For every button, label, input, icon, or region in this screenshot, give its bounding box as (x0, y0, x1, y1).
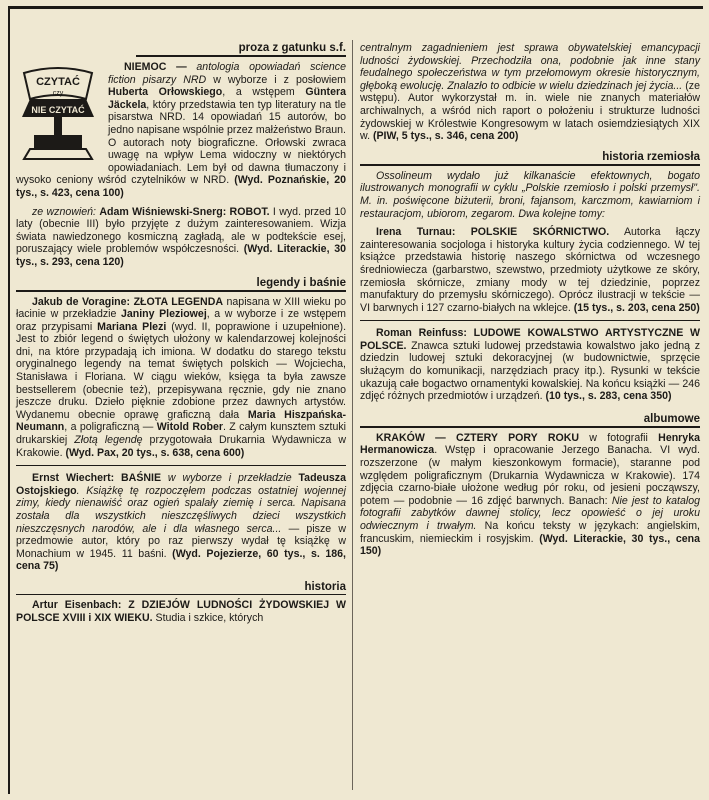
entry-editor: Mariana Plezi (97, 320, 167, 333)
book-entry-krakow (360, 432, 700, 558)
entry-title: : ZŁOTA LEGENDA (126, 295, 224, 308)
entry-author: Jakub de Voragine (32, 295, 127, 308)
entry-italic: . Książkę tę rozpoczęłem podczas ostatniej wojennej zimy, kiedy nienawiść oraz ogień spalały ziemię i serca. Napisana została dla wszystkich nieszczęśliwych dzieci wszystkich nieszczęsnych narodów, ale i dla własnego serca... (16, 484, 346, 535)
book-entry-kowalstwo (360, 327, 700, 403)
entry-title: : POLSKIE SKÓRNICTWO. (451, 226, 610, 239)
entry-photographer: Henryka Hermanowicza (360, 431, 700, 457)
entry-text: , a poligraficzną — (64, 421, 157, 434)
entry-author: Irena Turnau (376, 226, 452, 239)
entry-text: w fotografii (579, 431, 659, 444)
entry-author: Artur Eisenbach (32, 598, 118, 611)
book-entry-eisenbach (16, 599, 346, 624)
book-entry-eisenbach-cont (360, 42, 700, 143)
entry-italic: antologia opowiadań science fiction pisarzy NRD (108, 61, 346, 86)
book-entry-robot (16, 206, 346, 269)
entry-title: KRAKÓW — CZTERY PORY ROKU (376, 431, 580, 444)
entry-author: Roman Reinfuss (376, 327, 464, 340)
entry-text: Autorka łączy zainteresowania socjologa i historyka kultury życia codziennego. W tej książce przedstawia historię naszego skórnictwa od wczesnego średniowiecza (garbarstwo, szewstwo, przedmioty użytkowe ze skóry, rzemiosła skórnicze, zmiany mody w tej dziedzinie, poprzez manufaktury do przemysłu skórniczego). Oprócz ilustracji w tekście — VI barwnych i 127 czarno-białych na wklejce. (360, 226, 700, 314)
entry-author: Adam Wiśniewski-Snerg (99, 205, 223, 218)
entry-translator: Janiny Pleziowej (120, 308, 207, 321)
entry-publisher: (Wyd. Literackie, 30 tys., cena 150) (360, 532, 700, 558)
logo-text-2: czy (52, 90, 64, 97)
book-entry-zlota-legenda (16, 296, 346, 460)
entry-text: Studia i szkice, których (152, 611, 264, 624)
left-column (16, 40, 346, 630)
entry-publisher: (Wyd. Literackie, 30 tys., s. 293, cena 120) (16, 243, 346, 268)
entry-text: (wyd. II, poprawione i uzupełnione). Jest to zbiór legend o świętych ułożony w kalendarzowej kolejności dni, na które przypadają ich imiona. W dodatku do starego tekstu oryginalnego legendy na temat świętych polskich — Wojciecha, Stanisława i Floriana. W ciągu wieków, księga ta była zawsze bestsellerem (obecnie też), przepisywana ręcznie, gdy nie znano jeszcze druku. Dzieło pięknie zdobione przez dawnych artystów. Wydanemu obecnie oprawę graficzną dała (16, 320, 347, 421)
entry-italic: Nie jest to katalog fotografii zabytków dawnej stolicy, lecz opowieść o jej uroku odwiecznym i trwałym. (360, 494, 700, 532)
entry-graphic: Maria Hiszpańska-Neumann (16, 408, 346, 434)
series-intro: Ossolineum wydało już kilkanaście efektownych, bogato ilustrowanych monografii w cyklu „Polskie rzemiosło i polski przemysł". M. in. poświęcone biżuterii, broni, fajansom, karczmom, kawiarniom i restauracjom, ubiorom, zegarom. Dwa kolejne tomy: (360, 169, 700, 220)
entry-publisher: (15 tys., s. 203, cena 250) (570, 301, 700, 314)
entry-title: : BAŚNIE (110, 472, 162, 485)
entry-text: . Wstęp i opracowanie Jerzego Banacha. VI wyd. rozszerzone (w małym kieszonkowym formacie), staranne pod względem poligraficznym (Drukarnia Wydawnicza w Krakowie). 174 zdjęcia czarno-białe ułożone według pór roku, od jesieni począwszy, potem — podobnie — 16 zdjęć barwnych. Banach: (360, 444, 700, 507)
entry-translator: Tadeusza Ostojskiego (16, 472, 346, 497)
entry-text: przygotowała Drukarnia Wydawnicza w Krakowie. (16, 434, 346, 459)
entry-text: . Z całym kunsztem sztuki drukarskiej (16, 421, 346, 447)
entry-text: Na końcu teksty w językach: angielskim, francuskim, niemieckim i rosyjskim. (360, 520, 700, 545)
entry-text: w wyborze i przekładzie (161, 472, 299, 485)
entry-text: , a w wyborze i ze wstępem oraz przypisami (16, 308, 346, 333)
column-divider (352, 40, 353, 790)
entry-editor: Güntera Jäckela (108, 86, 346, 111)
left-border (8, 6, 10, 794)
entry-text: napisana w XIII wieku po łacinie w przekładzie (16, 295, 346, 321)
section-header-legendy: legendy i baśnie (16, 275, 346, 292)
entry-title: : Z DZIEJÓW LUDNOŚCI ŻYDOWSKIEJ W POLSCE XVIII i XIX WIEKU. (16, 598, 347, 624)
section-header-sf: proza z gatunku s.f. (136, 40, 346, 57)
entry-text: , który przedstawia ten typ literatury na tle pisarstwa NRD. 14 opowiadań 15 autorów, bo jedno napisane wspólnie przez małżeństwo Braun. O autorach noty biograficzne. Orłowski zwraca uwagę na wpływ Lema widoczny w niektórych opowiadaniach. Lem był od dawna tłumaczony i wysoko ceniony wśród czytelników w NRD. (16, 98, 346, 187)
logo-text-3: NIE CZYTAĆ (31, 105, 85, 115)
section-header-historia: historia (16, 579, 346, 595)
entry-italic: centralnym zagadnieniem jest sprawa obywatelskiej emancypacji ludności żydowskiej. Przechodziła ona, podobnie jak inne stany feudalnego społeczeństwa w tym przełomowym okresie historycznym, głęboką ewolucję. Znalazło to odbicie w wielu dziedzinach jej życia... (360, 42, 700, 92)
logo-text-1: CZYTAĆ (36, 76, 80, 88)
entry-publisher: (Wyd. Pax, 20 tys., s. 638, cena 600) (62, 446, 245, 459)
right-column (360, 42, 700, 564)
section-header-rzemiosla: historia rzemiosła (360, 149, 700, 166)
entry-lead: ze wznowień: (32, 205, 100, 218)
book-entry-skornictwo (360, 226, 700, 314)
entry-text: w wyborze i z posłowiem (206, 73, 346, 86)
entry-italic: Złotą legendę (74, 434, 143, 447)
section-header-albumowe: albumowe (360, 411, 700, 428)
entry-text: — pisze w przedmowie autor, który po raz pierwszy wydał tę książkę w Monachium w 1945. 11 baśni. (16, 522, 347, 560)
entry-divider (16, 465, 346, 466)
top-border (8, 6, 703, 9)
entry-editor: Huberta Orłowskiego (108, 86, 223, 99)
book-entry-basnie (16, 472, 346, 573)
entry-title: : LUDOWE KOWALSTWO ARTYSTYCZNE W POLSCE. (360, 327, 700, 352)
entry-title: NIEMOC — (124, 61, 197, 73)
entry-publisher: (Wyd. Pojezierze, 60 tys., s. 186, cena 75) (16, 547, 346, 573)
entry-text: Znawca sztuki ludowej przedstawia kowalstwo jako jedną z dziedzin ludowej sztuki dekoracyjnej (w budownictwie, sprzęcie służącym do komunikacji, narzędziach pracy itp.). Rysunki w tekście ukazują całe bogactwo ornamentyki kowalskiej. Na końcu książki — 246 zdjęć różnych przedmiotów i urządzeń. (360, 339, 700, 403)
entry-text: (ze wstępu). Autor wykorzystał m. in. wiele nie znanych materiałów archiwalnych, a wśród nich raport o położeniu i strukturze ludności żydowskiej w Królestwie Kongresowym w latach osiemdziesiątych XIX w. (360, 79, 700, 143)
entry-author: Ernst Wiechert (32, 472, 111, 485)
entry-typographer: Witold Rober (156, 421, 223, 434)
entry-publisher: (10 tys., s. 283, cena 350) (542, 390, 672, 403)
entry-publisher: (PIW, 5 tys., s. 346, cena 200) (370, 130, 519, 143)
czytac-logo (16, 65, 100, 161)
entry-publisher: (Wyd. Poznańskie, 20 tys., s. 423, cena 100) (16, 174, 346, 199)
reading-lamp-logo-icon (16, 65, 100, 161)
entry-divider (360, 320, 700, 321)
entry-text: , a wstępem (222, 86, 306, 99)
entry-text: I wyd. przed 10 laty (obecnie III) było przyjęte z dużym zainteresowaniem. Wizja świata nawiedzonego kosmiczną zagładą, ale w podtekście esej, poruszający wiele problemów współczesności. (16, 205, 346, 256)
entry-title: : ROBOT. (222, 205, 270, 218)
